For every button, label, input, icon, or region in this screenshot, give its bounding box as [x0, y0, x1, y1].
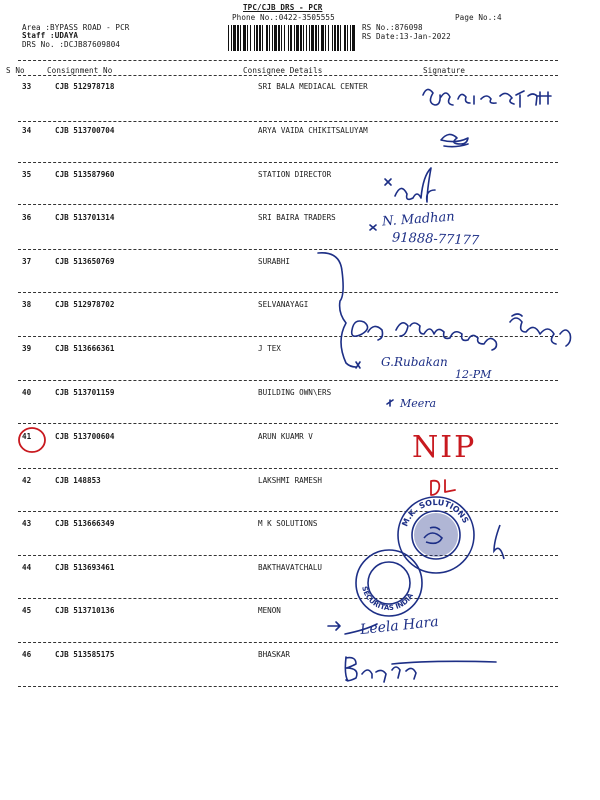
barcode-bar [328, 25, 329, 51]
table-row [0, 211, 600, 254]
row-consignee: SRI BAIRA TRADERS [258, 213, 336, 222]
row-consignment: CJB 513700604 [55, 432, 115, 441]
row-sno: 35 [22, 170, 32, 179]
row-divider [18, 336, 558, 337]
handwritten-name-row39: G.Rubakan [381, 355, 448, 369]
row-divider [18, 468, 558, 469]
col-sno: S No [6, 66, 25, 75]
table-row [0, 517, 600, 560]
col-consignment: Consignment No [47, 66, 113, 75]
row-consignee: ARYA VAIDA CHIKITSALUYAM [258, 126, 368, 135]
row-divider [18, 686, 558, 687]
barcode-bar [294, 25, 295, 51]
row-consignee: M K SOLUTIONS [258, 519, 318, 528]
barcode-bar [269, 25, 270, 51]
barcode-bar [231, 25, 232, 51]
barcode-bar [311, 25, 314, 51]
row-sno: 42 [22, 476, 32, 485]
nip-mark-row41: NIP [412, 430, 477, 465]
row-consignment: CJB 513700704 [55, 126, 115, 135]
page-number: Page No.:4 [455, 13, 502, 22]
row-consignment: CJB 513587960 [55, 170, 115, 179]
row-sno: 37 [22, 257, 32, 266]
row-divider [18, 511, 558, 512]
barcode-bar [259, 25, 261, 51]
row-consignment: CJB 513666361 [55, 344, 115, 353]
table-row [0, 298, 600, 341]
handwritten-phone-row36: 91888-77177 [391, 230, 480, 249]
barcode-bar [256, 25, 258, 51]
barcode-bar [325, 25, 326, 51]
row-consignee: J TEX [258, 344, 281, 353]
barcode-bar [350, 25, 351, 51]
row-consignee: BUILDING OWN\ERS [258, 388, 332, 397]
phone-number: Phone No.:0422-3505555 [232, 13, 335, 22]
barcode-bar [347, 25, 348, 51]
row-consignment: CJB 148853 [55, 476, 101, 485]
handwritten-note-row40: Meera [400, 397, 437, 410]
row-divider [18, 162, 558, 163]
barcode-bar [237, 25, 239, 51]
row-divider [18, 121, 558, 122]
row-consignment: CJB 513666349 [55, 519, 115, 528]
row-sno: 45 [22, 606, 32, 615]
stamp-outer-text: M.K. SOLUTIONS [400, 497, 471, 528]
row-consignee: MENON [258, 606, 281, 615]
row-sno: 44 [22, 563, 32, 572]
row-sno: 36 [22, 213, 32, 222]
handwritten-sign-row45: Leela Hara [359, 613, 440, 639]
table-row [0, 648, 600, 691]
row-sno: 38 [22, 300, 32, 309]
row-sno: 33 [22, 82, 32, 91]
barcode-bar [321, 25, 324, 51]
row-divider [18, 204, 558, 205]
barcode-bar [240, 25, 241, 51]
col-signature: Signature [423, 66, 466, 75]
staff-label: Staff :UDAYA [22, 31, 79, 40]
row-consignee: SRI BALA MEDIACAL CENTER [258, 82, 368, 91]
rs-date: RS Date:13-Jan-2022 [362, 32, 451, 41]
barcode-bar [272, 25, 273, 51]
barcode-bar [303, 25, 304, 51]
table-row [0, 124, 600, 167]
barcode-bar [278, 25, 280, 51]
table-row [0, 342, 600, 385]
row-sno: 40 [22, 388, 32, 397]
row-consignee: LAKSHMI RAMESH [258, 476, 323, 485]
row-consignment: CJB 513701159 [55, 388, 115, 397]
row-sno: 43 [22, 519, 32, 528]
barcode-bar [250, 25, 251, 51]
barcode-bar [228, 25, 229, 51]
row-consignment: CJB 513701314 [55, 213, 115, 222]
barcode-bar [284, 25, 285, 51]
row-consignee: SURABHI [258, 257, 291, 266]
barcode-bar [266, 25, 268, 51]
row-divider [18, 598, 558, 599]
row-sno: 34 [22, 126, 32, 135]
row-consignee: BAKTHAVATCHALU [258, 563, 323, 572]
table-row [0, 430, 600, 473]
barcode-bar [288, 25, 289, 51]
barcode-bar [254, 25, 255, 51]
barcode-bar [334, 25, 336, 51]
stamp-inner-text: SECURITAS INDIA [360, 585, 415, 613]
barcode-bar [300, 25, 302, 51]
barcode-bar [281, 25, 282, 51]
barcode-bar [262, 25, 263, 51]
row-consignment: CJB 512978702 [55, 300, 115, 309]
drs-number: DRS No. :DCJB87609804 [22, 40, 121, 49]
row-consignment: CJB 513650769 [55, 257, 115, 266]
barcode-image [226, 25, 358, 53]
row-divider [18, 292, 558, 293]
sheet-title: TPC/CJB DRS - PCR [243, 3, 323, 12]
barcode-bar [309, 25, 310, 51]
row-consignee: BHASKAR [258, 650, 291, 659]
row-divider [18, 642, 558, 643]
barcode-bar [306, 25, 307, 51]
row-consignee: SELVANAYAGI [258, 300, 309, 309]
barcode-bar [332, 25, 333, 51]
row-consignment: CJB 513585175 [55, 650, 115, 659]
col-consignee: Consignee Details [243, 66, 323, 75]
row-consignee: STATION DIRECTOR [258, 170, 332, 179]
row-divider [18, 423, 558, 424]
rs-number: RS No.:876098 [362, 23, 423, 32]
barcode-bar [318, 25, 319, 51]
barcode-bar [337, 25, 339, 51]
row-sno: 46 [22, 650, 32, 659]
header-rule-bottom [18, 75, 558, 76]
row-sno: 41 [22, 432, 32, 441]
row-consignment: CJB 513710136 [55, 606, 115, 615]
handwritten-name-row36: N. Madhan [381, 209, 456, 230]
table-row [0, 80, 600, 123]
handwritten-time-row39: 12-PM [455, 368, 492, 381]
barcode-bar [352, 25, 355, 51]
barcode-bar [340, 25, 341, 51]
barcode-bar [243, 25, 246, 51]
barcode-bar [296, 25, 299, 51]
header-rule-top [18, 60, 558, 61]
barcode-bar [233, 25, 236, 51]
barcode-bar [247, 25, 248, 51]
row-consignment: CJB 512978718 [55, 82, 115, 91]
barcode-bar [274, 25, 277, 51]
barcode-bar [290, 25, 292, 51]
row-sno: 39 [22, 344, 32, 353]
row-divider [18, 380, 558, 381]
barcode-bar [315, 25, 317, 51]
table-row [0, 604, 600, 647]
row-consignment: CJB 513693461 [55, 563, 115, 572]
row-divider [18, 555, 558, 556]
row-divider [18, 249, 558, 250]
barcode-bar [344, 25, 346, 51]
row-consignee: ARUN KUAMR V [258, 432, 313, 441]
area-label: Area :BYPASS ROAD - PCR [22, 23, 130, 32]
